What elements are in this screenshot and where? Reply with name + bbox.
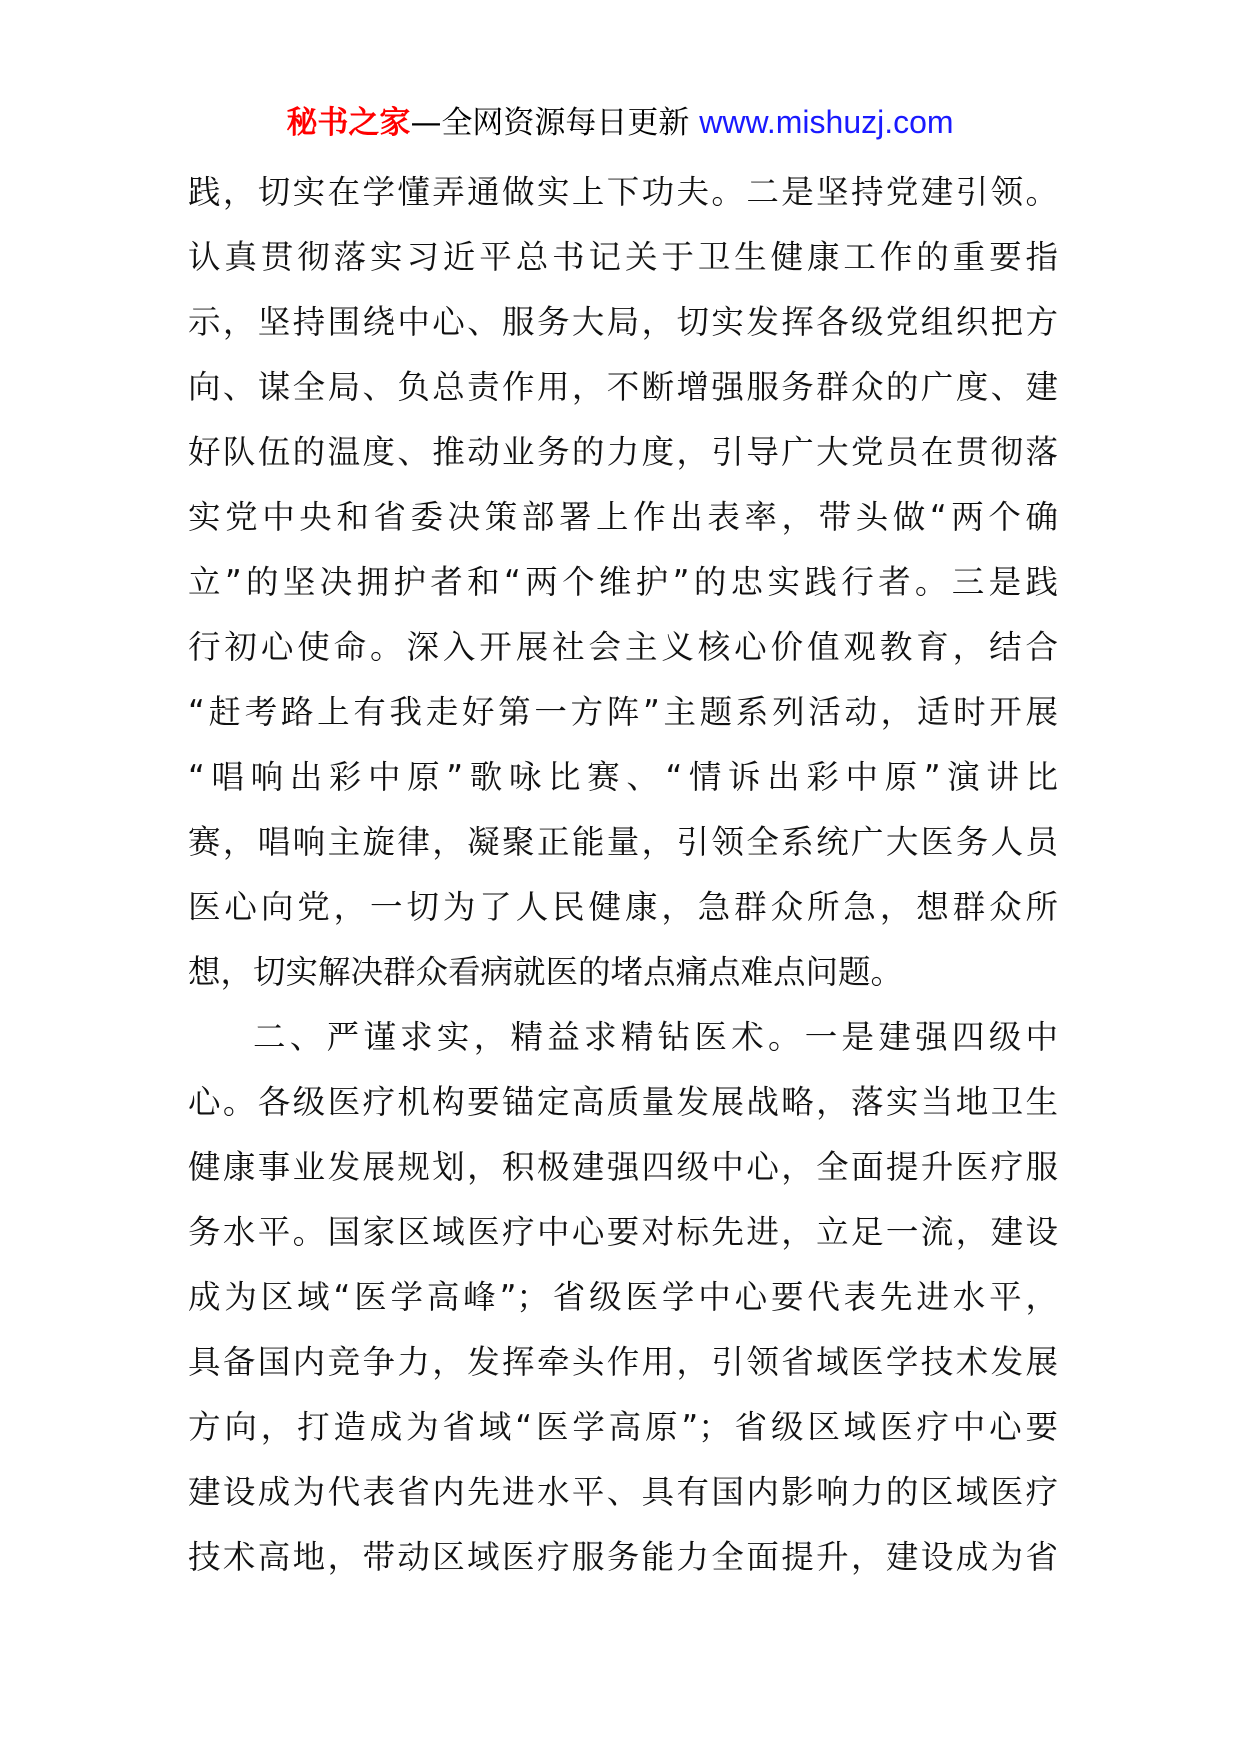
text-line: “赶考路上有我走好第一方阵”主题系列活动，适时开展 [188,693,1058,731]
text-line: 行初心使命。深入开展社会主义核心价值观教育，结合 [188,628,1058,666]
document-body [188,160,1058,1590]
text-line: 立”的坚决拥护者和“两个维护”的忠实践行者。三是践 [188,563,1058,601]
text-line: 方向，打造成为省域“医学高原”；省级区域医疗中心要 [188,1408,1058,1446]
text-line: 成为区域“医学高峰”；省级医学中心要代表先进水平， [188,1278,1058,1316]
text-line: 具备国内竞争力，发挥牵头作用，引领省域医学技术发展 [188,1343,1058,1381]
text-line: 建设成为代表省内先进水平、具有国内影响力的区域医疗 [188,1473,1058,1511]
brand-name: 秘书之家 [286,105,411,141]
text-line: 认真贯彻落实习近平总书记关于卫生健康工作的重要指 [188,238,1058,276]
text-line: 践，切实在学懂弄通做实上下功夫。二是坚持党建引领。 [188,173,1058,211]
text-line: 医心向党，一切为了人民健康，急群众所急，想群众所 [188,888,1058,926]
text-line: 赛，唱响主旋律，凝聚正能量，引领全系统广大医务人员 [188,823,1058,861]
section-heading-line: 二、严谨求实，精益求精钻医术。一是建强四级中 [253,1018,1058,1056]
text-line: 示，坚持围绕中心、服务大局，切实发挥各级党组织把方 [188,303,1058,341]
banner-tagline: —全网资源每日更新 [410,105,690,141]
text-line: 健康事业发展规划，积极建强四级中心，全面提升医疗服 [188,1148,1058,1186]
text-line: 好队伍的温度、推动业务的力度，引导广大党员在贯彻落 [188,433,1058,471]
text-line: 心。各级医疗机构要锚定高质量发展战略，落实当地卫生 [188,1083,1058,1121]
text-line: 实党中央和省委决策部署上作出表率，带头做“两个确 [188,498,1058,536]
text-line: 向、谋全局、负总责作用，不断增强服务群众的广度、建 [188,368,1058,406]
text-line: 务水平。国家区域医疗中心要对标先进，立足一流，建设 [188,1213,1058,1251]
text-line: “唱响出彩中原”歌咏比赛、“情诉出彩中原”演讲比 [188,758,1058,796]
site-banner [0,100,1240,145]
site-url-link[interactable]: www.mishuzj.com [699,104,954,140]
text-line: 技术高地，带动区域医疗服务能力全面提升，建设成为省 [188,1538,1058,1576]
paragraph-end-line: 想，切实解决群众看病就医的堵点痛点难点问题。 [188,953,904,991]
